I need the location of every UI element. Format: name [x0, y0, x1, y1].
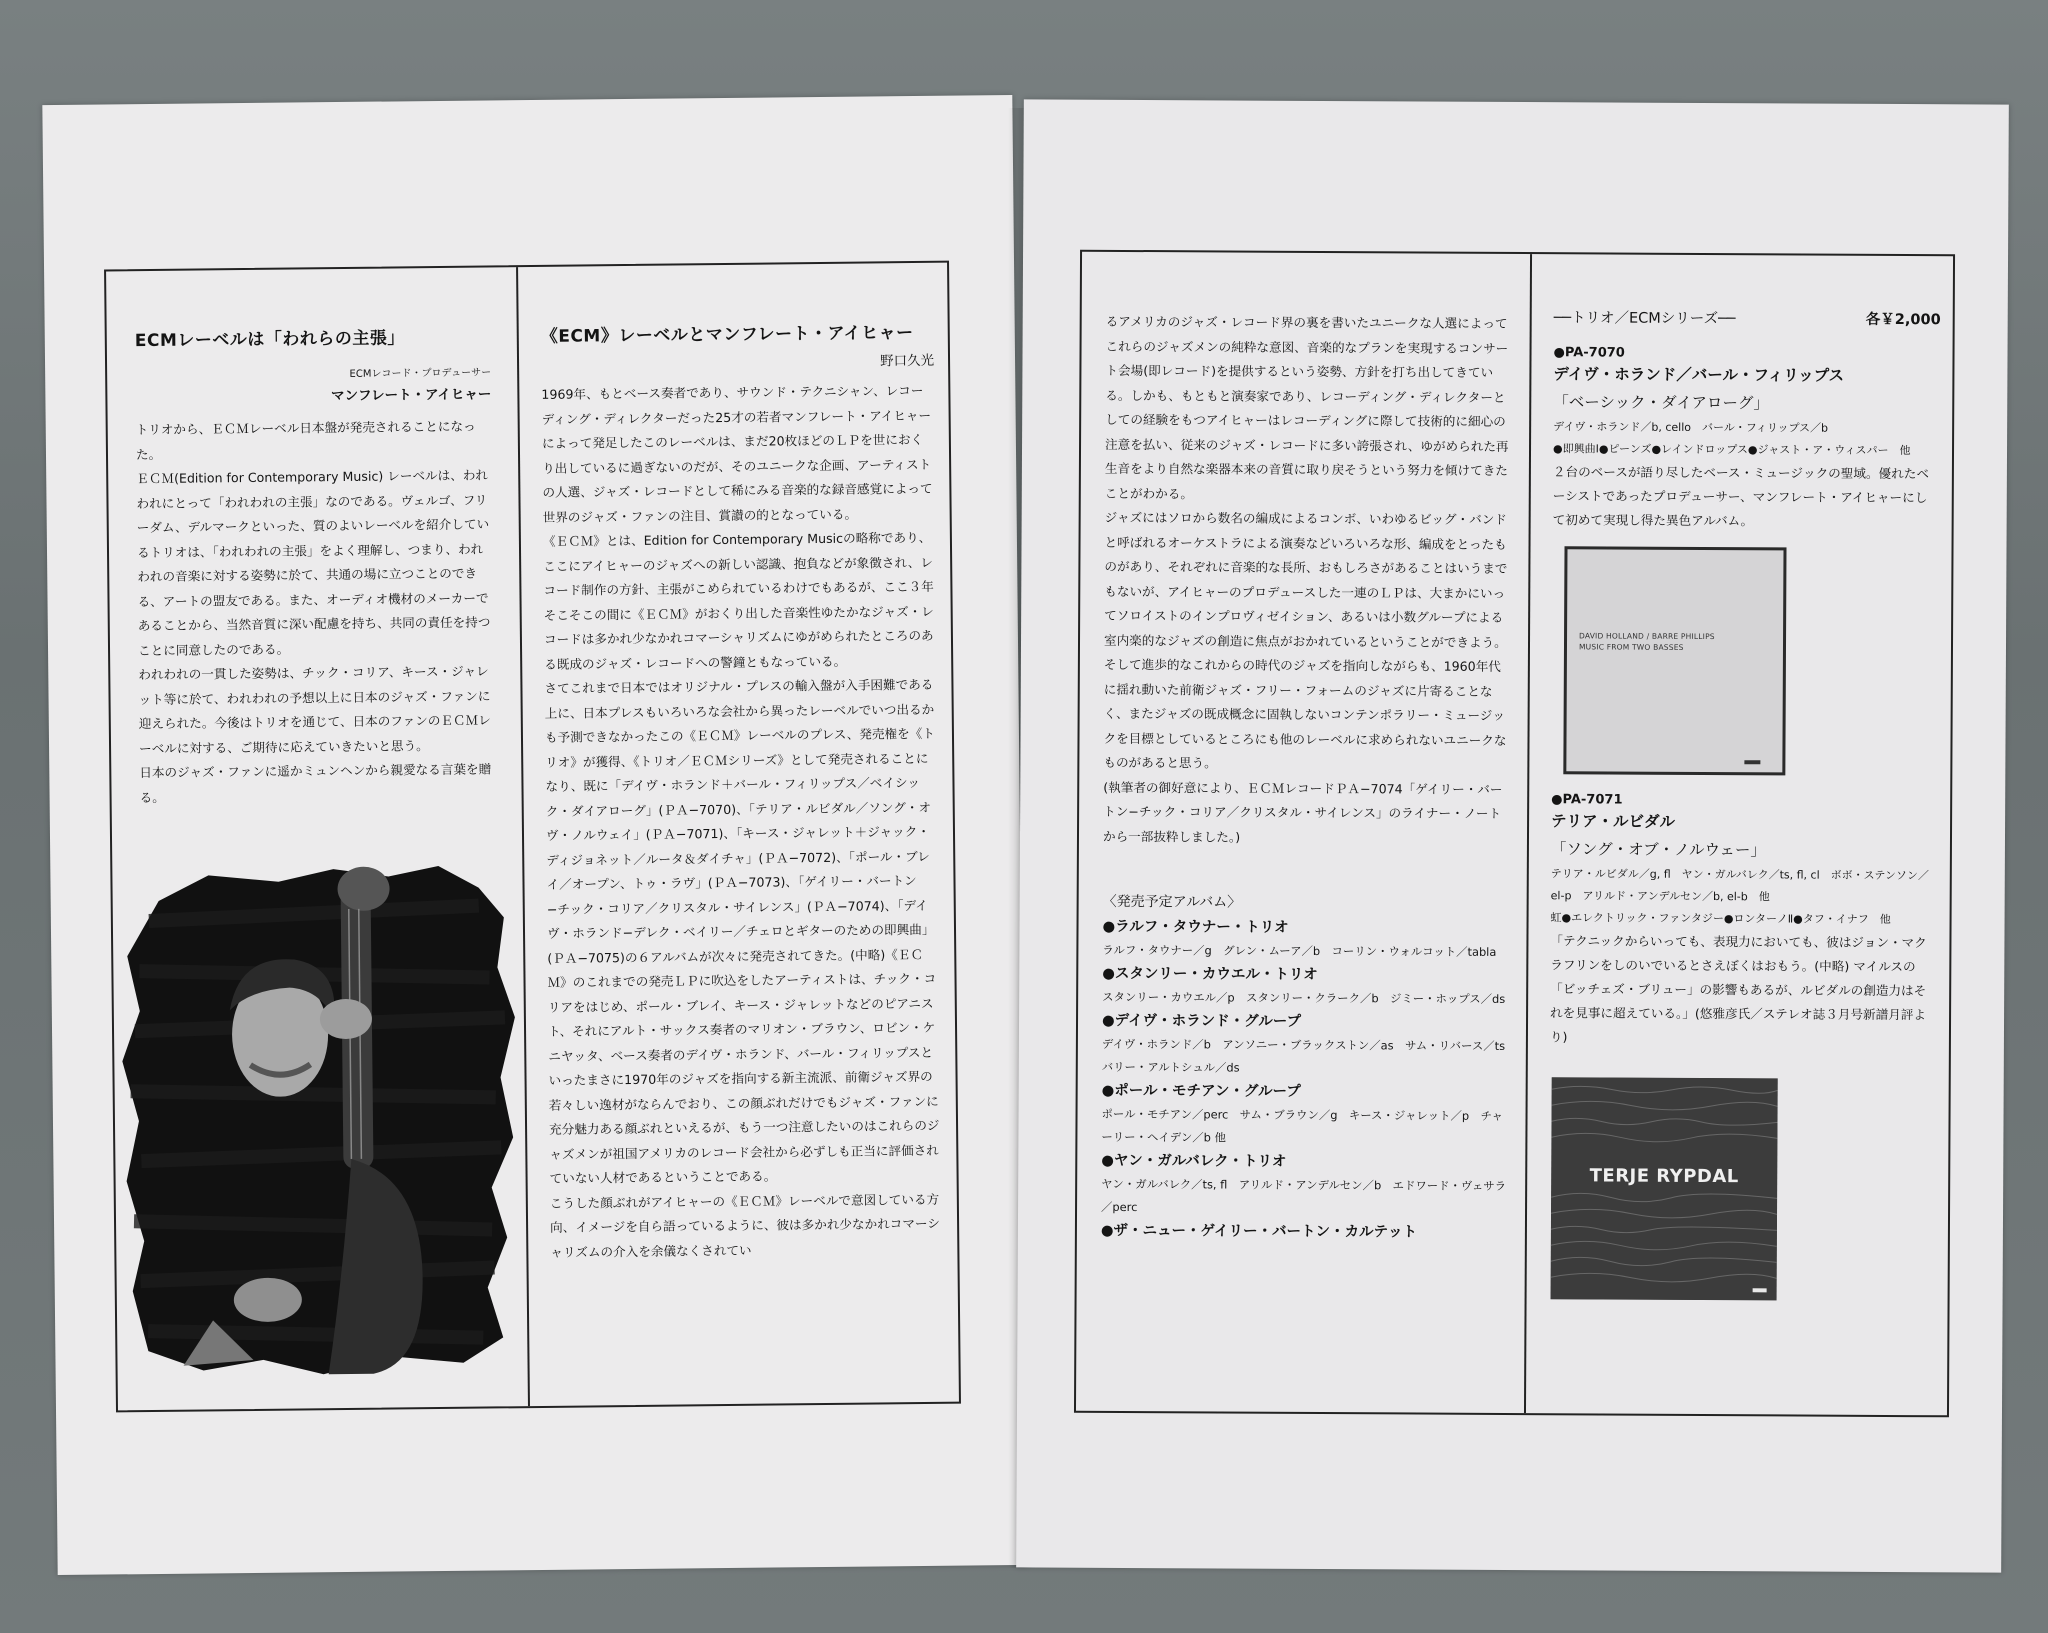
essay-eicher-body: [136, 414, 496, 810]
product-code: ●PA-7070: [1553, 345, 1625, 361]
water-texture: [1551, 1077, 1778, 1300]
paragraph: 日本のジャズ・ファンに遥かミュンヘンから親愛なる言葉を贈る。: [139, 761, 492, 805]
upcoming-album-credits: ヤン・ガルバレク／ts, fl アリルド・アンデルセン／b エドワード・ヴェサラ／perc: [1101, 1176, 1507, 1215]
essay-continued-column: [1076, 252, 1530, 1413]
upcoming-album-credits: ラルフ・タウナー／g グレン・ムーア／b コーリン・ウォルコット／tabla: [1102, 942, 1497, 959]
cover-text: MUSIC FROM TWO BASSES: [1578, 642, 1684, 652]
product-credits: デイヴ・ホランド／b, cello バール・フィリップス／b: [1553, 420, 1829, 435]
product-subtitle: 「ソング・オブ・ノルウェー」: [1550, 840, 1766, 860]
product-title: デイヴ・ホランド／バール・フィリップス: [1553, 365, 1845, 385]
series-heading: ──トリオ／ECMシリーズ──: [1553, 310, 1736, 328]
ecm-logo-icon: [1753, 1288, 1767, 1292]
paragraph: こうした顔ぶれがアイヒャーの《ＥＣＭ》レーベルで意図している方向、イメージを自ら語っているように、彼は多かれ少なかれコマーシャリズムの介入を余儀なくされてい: [549, 1191, 940, 1260]
paragraph: (執筆者の御好意により、ＥＣＭレコードＰＡ−7074「ゲイリー・バートン−チック・コリア／クリスタル・サイレンス」のライナー・ノートから一部抜粋しました。): [1102, 779, 1503, 845]
right-page: [1016, 99, 2009, 1572]
album-cover-rypdal: [1551, 1077, 1778, 1300]
upcoming-album-title: ●ヤン・ガルバレク・トリオ: [1101, 1152, 1287, 1170]
left-page: [42, 95, 1027, 1575]
series-header: [1554, 306, 1941, 329]
upcoming-album-title: ●ザ・ニュー・ゲイリー・バートン・カルテット: [1100, 1222, 1418, 1241]
product-title: テリア・ルビダル: [1551, 812, 1676, 831]
upcoming-albums-list: [1100, 915, 1517, 1245]
upcoming-album-credits: デイヴ・ホランド／b アンソニー・ブラックストン／as サム・リバース／ts バリー・アルトシュル／ds: [1101, 1036, 1517, 1075]
product-tracks: ●即興曲Ⅰ●ピーンズ●レインドロップス●ジャスト・ア・ウィスパー 他: [1552, 442, 1911, 458]
essay-noguchi-title: 《ECM》レーベルとマンフレート・アイヒャー: [540, 323, 914, 347]
upcoming-album-title: ●ラルフ・タウナー・トリオ: [1102, 918, 1289, 936]
essay-eicher-title: ECMレーベルは「われらの主張」: [134, 328, 405, 352]
upcoming-album-credits: ポール・モチアン／perc サム・ブラウン／g キース・ジャレット／p チャーリー・ヘイデン／b 他: [1101, 1106, 1503, 1145]
series-catalog-column: [1526, 254, 1953, 1415]
essay-noguchi-column: [518, 263, 959, 1406]
product-code: ●PA-7071: [1551, 792, 1623, 808]
product-description: 「テクニックからいっても、表現力においても、彼はジョン・マクラフリンをしのいでいるとさえぼくはおもう。(中略) マイルスの「ビッチェズ・ブリュー」の影響もあるが、ルビダルの創造力はそれを見事に超えている。」(悠雅彦氏／ステレオ誌３月号新譜月評より): [1549, 933, 1927, 1045]
product-tracks: 虹●エレクトリック・ファンタジー●ロンターノⅡ●タフ・イナフ 他: [1550, 911, 1891, 926]
album-cover-basses: [1563, 546, 1786, 775]
product-credits: テリア・ルビダル／g, fl ヤン・ガルバレク／ts, fl, cl ボボ・ステンソン／el-p アリルド・アンデルセン／b, el-b 他: [1550, 867, 1929, 904]
paragraph: ＥＣＭ(Edition for Contemporary Music) レーベルは、われわれにとって「われわれの主張」なのである。ヴェルゴ、フリーダム、デルマークといった、質のよいレーベルを紹介しているトリオは、「われわれの主張」をよく理解し、つまり、われわれの音楽に対する姿勢に於て、共通の場に立つことのできる、アートの盟友である。また、オーディオ機材のメーカーであることから、当然音質に深い配慮を持ち、共同の責任を持つことに同意したのである。: [136, 467, 491, 658]
bassist-photo: [118, 857, 523, 1381]
cover-artist-name: TERJE RYPDAL: [1589, 1165, 1739, 1188]
paragraph: るアメリカのジャズ・レコード界の裏を書いたユニークな人選によってこれらのジャズメンの純粋な意図、音楽的なプランを実現するコンサート会場(即レコード)を提供するという姿勢、方針を打ち出してきている。しかも、もともと演奏家であり、レコーディング・ディレクターとしての経験をもつアイヒャーはレコーディングに際して技術的に細心の注意を払い、従来のジャズ・レコードに多い誇張され、ゆがめられた再生音をより自然な楽器本来の音質に取り戻そうという努力を傾けてきたことがわかる。: [1104, 313, 1509, 501]
paragraph: ジャズにはソロから数名の編成によるコンボ、いわゆるビッグ・バンドと呼ばれるオーケストラによる演奏などいろいろな形、編成をとったものがあり、それぞれに音楽的な長所、おもしろさがあることはいうまでもないが、アイヒャーのプロデュースした一連のＬＰは、大まかにいってソロイストのインプロヴィゼイション、あるいは小数グループによる室内楽的なジャズの創造に焦点がおかれているということができよう。そして進歩的なこれからの時代のジャズを指向しながらも、1960年代に揺れ動いた前衛ジャズ・フリー・フォームのジャズに片寄ることなく、またジャズの既成概念に固執しないコンテンポラリー・ミュージックを目標としているところにも他のレーベルに求められないユニークなものがあると思う。: [1103, 509, 1508, 771]
paragraph: 《ＥＣＭ》とは、Edition for Contemporary Musicの略称であり、ここにアイヒャーのジャズへの新しい認識、抱負などが象徴され、レコード制作の方針、主張がこめられているわけでもあるが、ここ３年そこそこの間に《ＥＣＭ》がおくり出した音楽性ゆたかなジャズ・レコードは多かれ少なかれコマーシャリズムにゆがめられたところのある既成のジャズ・レコードへの警鐘ともなっている。: [542, 529, 934, 672]
essay-noguchi-author: 野口久光: [879, 352, 935, 370]
upcoming-albums-heading: 〈発売予定アルバム〉: [1102, 893, 1242, 911]
right-page-frame: [1074, 250, 1955, 1418]
cover-text: DAVID HOLLAND / BARRE PHILLIPS: [1579, 631, 1715, 642]
series-price: 各￥2,000: [1865, 311, 1941, 329]
left-page-frame: [104, 261, 961, 1413]
paragraph: トリオから、ＥＣＭレーベル日本盤が発売されることになった。: [135, 418, 476, 462]
product-description: ２台のベースが語り尽したベース・ミュージックの聖域。優れたベーシストであったプロデューサー、マンフレート・アイヒャーにして初めて実現し得た異色アルバム。: [1552, 464, 1930, 529]
author-role: ECMレコード・プロデューサー: [349, 367, 492, 380]
product-subtitle: 「ベーシック・ダイアローグ」: [1553, 393, 1769, 413]
ecm-logo-icon: [1744, 760, 1760, 764]
upcoming-album-credits: スタンリー・カウエル／p スタンリー・クラーク／b ジミー・ホップス／ds: [1102, 989, 1506, 1006]
upcoming-album-title: ●デイヴ・ホランド・グループ: [1101, 1012, 1302, 1030]
paragraph: 1969年、もとベース奏者であり、サウンド・テクニシャン、レコーディング・ディレクターだった25才の若者マンフレート・アイヒャーによって発足したこのレーベルは、まだ20枚ほどのＬＰを世におくり出しているに過ぎないのだが、そのユニークな企画、アーティストの人選、ジャズ・レコードとして稀にみる音楽的な録音感覚によって世界のジャズ・ファンの注目、賞讃の的となっている。: [541, 382, 933, 525]
essay-noguchi-body: [541, 379, 943, 1265]
author-name: マンフレート・アイヒャー: [331, 386, 492, 405]
paragraph: さてこれまで日本ではオリジナル・プレスの輸入盤が入手困難である上に、日本プレスもいろいろな会社から異ったレーベルでいつ出るかも予測できなかったこの《ＥＣＭ》レーベルのプレス、発売権を《トリオ》が獲得、《トリオ／ＥＣＭシリーズ》として発売されることになり、既に「デイヴ・ホランド＋バール・フィリップス／ベイシック・ダイアローグ」(ＰＡ−7070)、「テリア・ルビダル／ソング・オヴ・ノルウェイ」(ＰＡ−7071)、「キース・ジャレット＋ジャック・ディジョネット／ルータ＆ダイチャ」(ＰＡ−7072)、「ポール・ブレイ／オープン、トゥ・ラヴ」(ＰＡ−7073)、「ゲイリー・バートン−チック・コリア／クリスタル・サイレンス」(ＰＡ−7074)、「デイヴ・ホランド−デレク・ベイリー／チェロとギターのための即興曲」(ＰＡ−7075)の６アルバムが次々に発売されてきた。(中略)《ＥＣＭ》のこれまでの発売ＬＰに吹込をしたアーティストは、チック・コリアをはじめ、ポール・ブレイ、キース・ジャレットなどのピアニスト、それにアルト・サックス奏者のマリオン・ブラウン、ロビン・ケニヤッタ、ベース奏者のデイヴ・ホランド、バール・フィリップスといったまさに1970年のジャズを指向する新主流派、前衛ジャズ界の若々しい逸材がならんでおり、この顔ぶれだけでもジャズ・ファンに充分魅力ある顔ぶれといえるが、もう一つ注意したいのはこれらのジャズメンが祖国アメリカのレコード会社から必ずしも正当に評価されていない人材であるということである。: [544, 676, 940, 1186]
essay-continued-body: [1103, 310, 1514, 851]
upcoming-album-title: ●ポール・モチアン・グループ: [1101, 1082, 1301, 1100]
paragraph: われわれの一貫した姿勢は、チック・コリア、キース・ジャレット等に於て、われわれの予想以上に日本のジャズ・ファンに迎えられた。今後はトリオを通じて、日本のファンのＥＣＭレーベルに対する、ご期待に応えていきたいと思う。: [138, 663, 491, 756]
upcoming-album-title: ●スタンリー・カウエル・トリオ: [1102, 965, 1318, 983]
